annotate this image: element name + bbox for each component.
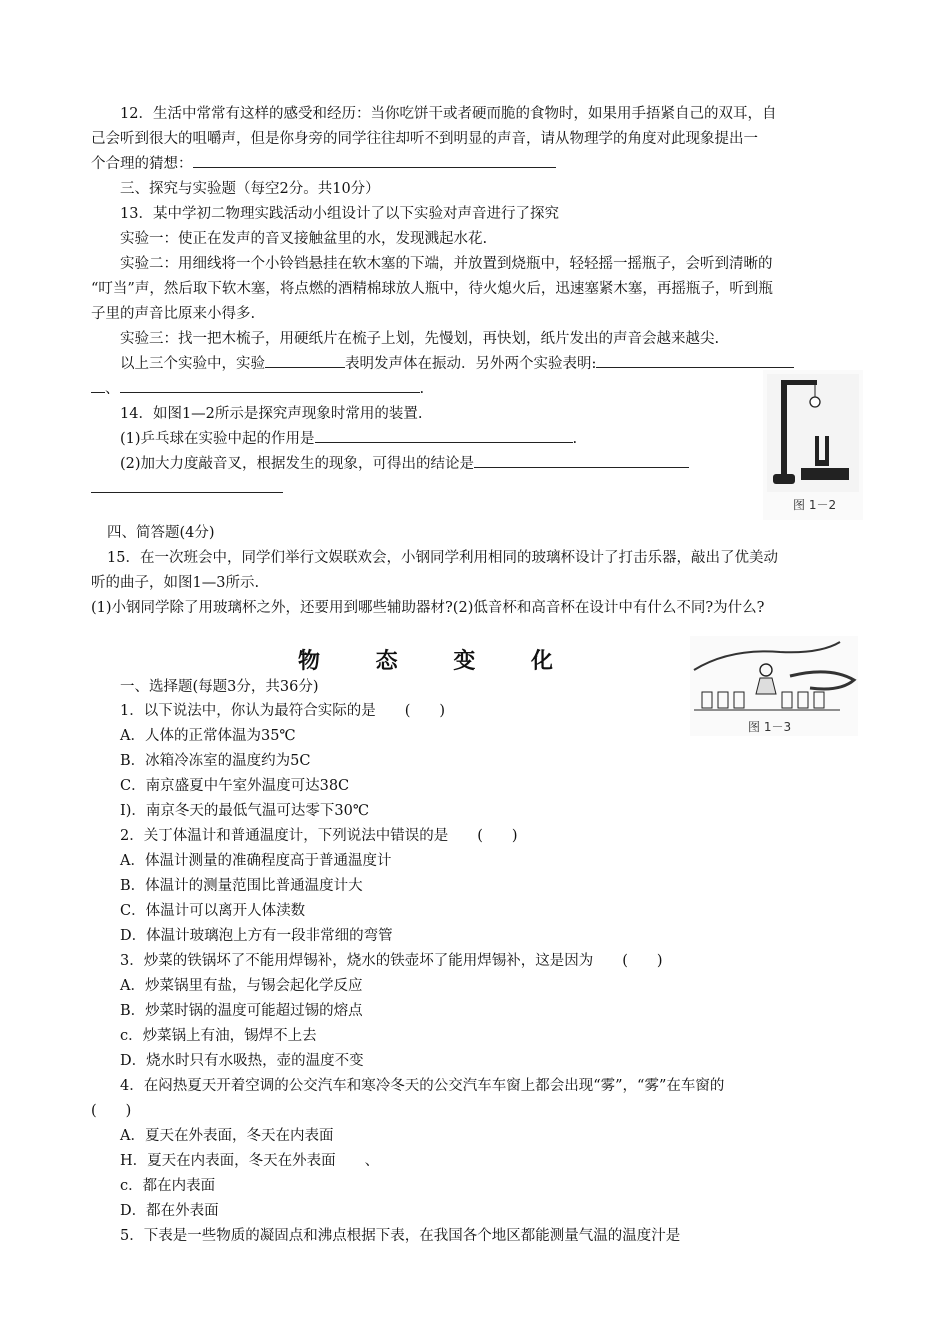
q13-experiment-2-line-2: “叮当”声，然后取下软木塞，将点燃的酒精棉球放人瓶中，待火熄火后，迅速塞紧木塞，再摇瓶子，听到瓶 (91, 281, 773, 297)
q13-experiment-3: 实验三：找一把木梳子，用硬纸片在梳子上划，先慢划，再快划，纸片发出的声音会越来越尖. (120, 331, 720, 347)
mc-q4-option-b: H．夏天在内表面，冬天在外表面 、 (120, 1153, 380, 1169)
mc-q5: 5．下表是一些物质的凝固点和沸点根据下表，在我国各个地区都能测量气温的温度汁是 (120, 1228, 681, 1244)
mc-q3-option-b: B．炒菜时锅的温度可能超过锡的熔点 (120, 1003, 363, 1019)
mc-q2-option-d: D．体温计玻璃泡上方有一段非常细的弯管 (120, 928, 393, 944)
section-4-heading: 四、简答题(4分) (107, 525, 215, 541)
q14-blank-2-line-2 (91, 478, 283, 500)
mc-q1-option-c: C．南京盛夏中午室外温度可达38C (120, 778, 350, 794)
q12-line-1: 12．生活中常常有这样的感受和经历：当你吃饼干或者硬而脆的食物时，如果用手捂紧自己的双耳，自 (120, 106, 777, 122)
figure-1-3-caption: 图 1－3 (748, 720, 792, 734)
q12-line-2: 己会听到很大的咀嚼声，但是你身旁的同学往往却听不到明显的声音，请从物理学的角度对此现象提出一 (91, 131, 758, 147)
q14-part-1 (120, 428, 577, 450)
q13-period: . (419, 381, 425, 397)
q13-experiment-2-line-1: 实验二：用细线将一个小铃铛悬挂在软木塞的下端，并放置到烧瓶中，轻轻摇一摇瓶子，会听到清晰的 (120, 256, 773, 272)
mc-q1-option-b: B．冰箱冷冻室的温度约为5C (120, 753, 311, 769)
q12-answer-blank[interactable] (193, 153, 556, 168)
q13-question-part-b: 表明发声体在振动．另外两个实验表明: (345, 356, 597, 372)
q13-blank-2-cont[interactable] (91, 378, 105, 393)
q15-line-2: 听的曲子，如图1—3所示. (91, 575, 260, 591)
chapter-section-1-heading: 一、选择题(每题3分，共36分) (120, 679, 319, 695)
q12-prompt: 个合理的猜想： (91, 156, 193, 172)
q14-blank-1[interactable] (315, 428, 573, 443)
q13-experiment-2-line-3: 子里的声音比原来小得多. (91, 306, 256, 322)
q14-blank-2-cont[interactable] (91, 478, 283, 493)
q14-blank-2[interactable] (474, 453, 689, 468)
q13-separator: 、 (105, 381, 120, 397)
q14-intro: 14．如图1—2所示是探究声现象时常用的装置. (120, 406, 423, 422)
mc-q1: 1．以下说法中，你认为最符合实际的是 ( ) (120, 703, 446, 719)
q13-intro: 13．某中学初二物理实践活动小组设计了以下实验对声音进行了探究 (120, 206, 559, 222)
q12-line-3 (91, 153, 556, 175)
mc-q2-option-c: C．体温计可以离开人体渎数 (120, 903, 306, 919)
glass-cup-music-illustration-icon (690, 636, 858, 714)
q13-blank-3[interactable] (120, 378, 420, 393)
mc-q4: 4．在闷热夏天开着空调的公交汽车和寒冷冬天的公交汽车车窗上都会出现“雾”，“雾”在车窗的 (120, 1078, 725, 1094)
section-3-heading: 三、探究与实验题（每空2分。共10分） (120, 181, 380, 197)
q14-part-1-period: . (572, 431, 578, 447)
mc-q4-option-c: c．都在内表面 (120, 1178, 216, 1194)
q15-line-1: 15．在一次班会中，同学们举行文娱联欢会，小钢同学利用相同的玻璃杯设计了打击乐器，敲出了优美动 (107, 550, 778, 566)
q15-line-3: (1)小钢同学除了用玻璃杯之外，还要用到哪些辅助器材?(2)低音杯和高音杯在设计中有什么不同?为什么? (91, 600, 765, 616)
mc-q4-option-d: D．都在外表面 (120, 1203, 219, 1219)
mc-q2: 2．关丁体温计和普通温度计，下列说法中错误的是 ( ) (120, 828, 518, 844)
mc-q4-answer-paren: ( ) (91, 1103, 132, 1119)
figure-1-2 (763, 370, 863, 520)
q13-experiment-1: 实验一：使正在发声的音叉接触盆里的水，发现溅起水花. (120, 231, 488, 247)
q14-part-2 (120, 453, 689, 475)
mc-q3-option-a: A．炒菜锅里有盐，与锡会起化学反应 (120, 978, 363, 994)
q13-question-part-a: 以上三个实验中，实验 (120, 356, 265, 372)
mc-q2-option-b: B．体温计的测量范围比普通温度计大 (120, 878, 363, 894)
q14-part-1-text: (1)乒乓球在实验中起的作用是 (120, 431, 315, 447)
q13-blank-2[interactable] (596, 353, 794, 368)
mc-q1-option-d: I)．南京冬天的最低气温可达零下30℃ (120, 803, 370, 819)
mc-q3-option-d: D．烧水时只有水吸热，壶的温度不变 (120, 1053, 364, 1069)
mc-q1-option-a: A．人体的正常体温为35℃ (120, 728, 296, 744)
mc-q3: 3．炒菜的铁锅坏了不能用焊锡补，烧水的铁壶坏了能用焊锡补，这是因为 ( ) (120, 953, 663, 969)
figure-1-2-caption: 图 1－2 (793, 498, 837, 512)
q13-question (120, 353, 794, 375)
mc-q2-option-a: A．体温计测量的准确程度高于普通温度计 (120, 853, 392, 869)
q14-part-2-text: (2)加大力度敲音叉，根据发生的现象，可得出的结论是 (120, 456, 475, 472)
mc-q3-option-c: c．炒菜锅上有油，锡焊不上去 (120, 1028, 317, 1044)
figure-1-3 (690, 636, 858, 736)
q13-blank-1[interactable] (265, 353, 345, 368)
chapter-title: 物 态 变 化 (298, 649, 577, 674)
q13-question-line-2 (91, 378, 424, 400)
mc-q4-option-a: A．夏天在外表面，冬天在内表面 (120, 1128, 334, 1144)
